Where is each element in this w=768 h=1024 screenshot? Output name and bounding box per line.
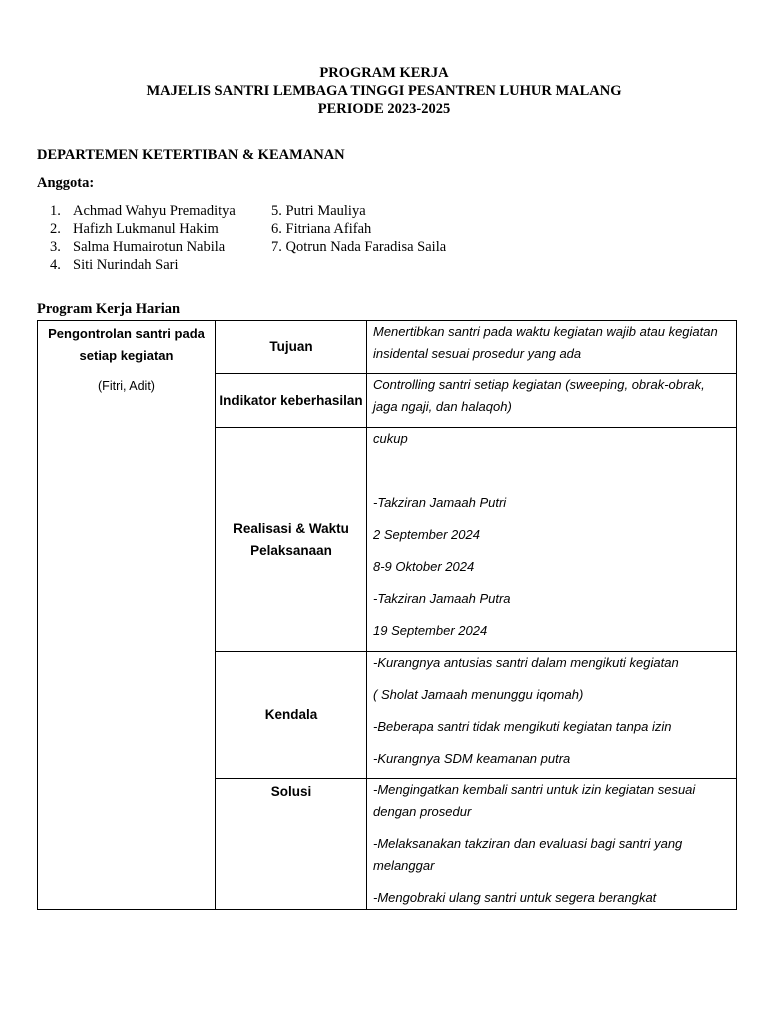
- spacer: [373, 450, 730, 492]
- program-table: [37, 320, 737, 910]
- program-name: Pengontrolan santri pada setiap kegiatan: [48, 326, 205, 363]
- realisasi-label: Realisasi & Waktu Pelaksanaan: [216, 428, 367, 652]
- member-name: Fitriana Afifah: [285, 221, 372, 237]
- indikator-label: Indikator keberhasilan: [216, 374, 367, 428]
- solusi-cell: [367, 779, 737, 910]
- program-people: (Fitri, Adit): [98, 379, 155, 393]
- program-name-cell: [38, 321, 216, 910]
- member-item: [271, 238, 446, 256]
- member-name: Putri Mauliya: [285, 203, 366, 219]
- realisasi-item: 8-9 Oktober 2024: [373, 559, 475, 574]
- member-name: Siti Nurindah Sari: [73, 257, 179, 273]
- realisasi-item: -Takziran Jamaah Putri: [373, 495, 507, 510]
- member-item: [50, 238, 236, 256]
- document-header: [0, 64, 768, 118]
- header-title: PROGRAM KERJA: [319, 65, 449, 81]
- member-number: 2.: [50, 221, 61, 237]
- member-number: 6.: [271, 221, 282, 237]
- member-item: [50, 220, 236, 238]
- kendala-cell: [367, 652, 737, 779]
- realisasi-status: cukup: [373, 431, 408, 446]
- header-organization: MAJELIS SANTRI LEMBAGA TINGGI PESANTREN LUHUR MALANG: [146, 83, 622, 99]
- realisasi-item: -Takziran Jamaah Putra: [373, 591, 511, 606]
- realisasi-item: 19 September 2024: [373, 623, 488, 638]
- tujuan-label: Tujuan: [216, 321, 367, 374]
- member-name: Achmad Wahyu Premaditya: [73, 203, 236, 219]
- solusi-label: Solusi: [216, 779, 367, 910]
- department-title: DEPARTEMEN KETERTIBAN & KEAMANAN: [37, 147, 345, 163]
- member-name: Salma Humairotun Nabila: [73, 239, 226, 255]
- realisasi-cell: [367, 428, 737, 652]
- member-name: Hafizh Lukmanul Hakim: [73, 221, 219, 237]
- member-number: 3.: [50, 239, 61, 255]
- member-item: [271, 220, 446, 238]
- program-section-title: Program Kerja Harian: [37, 301, 181, 317]
- member-item: [50, 202, 236, 220]
- realisasi-item: 2 September 2024: [373, 527, 480, 542]
- member-item: [50, 256, 236, 274]
- member-name: Qotrun Nada Faradisa Saila: [285, 239, 447, 255]
- members-list-right: [271, 202, 446, 256]
- members-label: Anggota:: [37, 175, 95, 191]
- indikator-text: Controlling santri setiap kegiatan (sweeping, obrak-obrak, jaga ngaji, dan halaqoh): [367, 374, 737, 428]
- member-item: [271, 202, 446, 220]
- member-number: 1.: [50, 203, 61, 219]
- member-number: 4.: [50, 257, 61, 273]
- member-number: 5.: [271, 203, 282, 219]
- member-number: 7.: [271, 239, 282, 255]
- members-list-left: [50, 202, 236, 274]
- header-period: PERIODE 2023-2025: [317, 101, 451, 117]
- tujuan-text: Menertibkan santri pada waktu kegiatan wajib atau kegiatan insidental sesuai prosedur yang ada: [367, 321, 737, 374]
- solusi-item: -Mengobraki ulang santri untuk segera berangkat: [373, 890, 657, 905]
- solusi-item: -Mengingatkan kembali santri untuk izin kegiatan sesuai dengan prosedur: [373, 782, 696, 819]
- kendala-item: ( Sholat Jamaah menunggu iqomah): [373, 687, 584, 702]
- kendala-item: -Beberapa santri tidak mengikuti kegiatan tanpa izin: [373, 719, 672, 734]
- kendala-item: -Kurangnya antusias santri dalam mengikuti kegiatan: [373, 655, 679, 670]
- solusi-item: -Melaksanakan takziran dan evaluasi bagi santri yang melanggar: [373, 836, 683, 873]
- kendala-item: -Kurangnya SDM keamanan putra: [373, 751, 571, 766]
- kendala-label: Kendala: [216, 652, 367, 779]
